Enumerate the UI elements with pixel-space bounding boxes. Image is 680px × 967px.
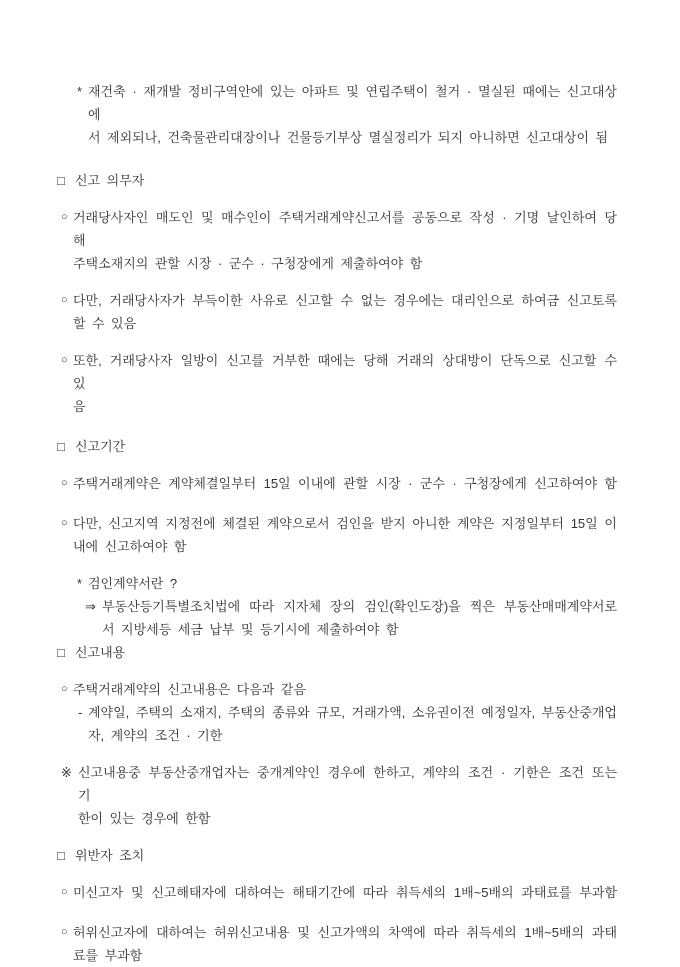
bullet-item <box>61 921 617 967</box>
note-text <box>88 80 617 149</box>
bullet-item <box>61 289 617 335</box>
text-line: 다만, 거래당사자가 부득이한 사유로 신고할 수 없는 경우에는 대리인으로 하여금 신고토록 <box>73 293 617 308</box>
asterisk-icon: * <box>77 576 83 591</box>
text-line: 다만, 신고지역 지정전에 체결된 계약으로서 검인을 받지 아니한 계약은 지정일부터 15일 이 <box>73 516 617 531</box>
circle-bullet-icon: ○ <box>61 683 68 695</box>
square-bullet-icon: □ <box>57 173 65 188</box>
note-item <box>77 80 617 149</box>
section-title: 신고기간 <box>75 439 126 454</box>
circle-bullet-icon: ○ <box>61 886 68 898</box>
text-line: 서 지방세등 세금 납부 및 등기시에 제출하여야 함 <box>102 622 399 637</box>
text-line: 주택거래계약의 신고내용은 다음과 같음 <box>73 682 306 697</box>
circle-bullet-icon: ○ <box>61 926 68 938</box>
asterisk-icon: * <box>77 84 83 99</box>
circle-bullet-icon: ○ <box>61 294 68 306</box>
section-heading <box>57 169 617 192</box>
note-item <box>77 572 617 595</box>
text-line: 주택거래계약은 계약체결일부터 15일 이내에 관할 시장 · 군수 · 구청장에게 신고하여야 함 <box>73 476 617 491</box>
circle-bullet-icon: ○ <box>61 354 68 366</box>
section-heading <box>57 435 617 458</box>
bullet-item <box>61 472 617 495</box>
section-title: 신고내용 <box>75 645 126 660</box>
text-line: 부동산등기특별조치법에 따라 지자체 장의 검인(확인도장)을 찍은 부동산매매계약서로 <box>102 599 617 614</box>
sub-item <box>78 701 617 747</box>
dash-icon: - <box>78 705 83 720</box>
text-line: 서 제외되나, 건축물관리대장이나 건물등기부상 멸실정리가 되지 아니하면 신고대상이 됨 <box>88 130 609 145</box>
text-line: 거래당사자인 매도인 및 매수인이 주택거래계약신고서를 공동으로 작성 · 기명 날인하여 당해 <box>73 210 617 248</box>
text-line: 신고내용중 부동산중개업자는 중개계약인 경우에 한하고, 계약의 조건 · 기한은 조건 또는 기 <box>78 765 617 803</box>
text-line: 할 수 있음 <box>73 316 137 331</box>
reference-mark-icon: ※ <box>61 765 72 780</box>
text-line: 미신고자 및 신고해태자에 대하여는 해태기간에 따라 취득세의 1배~5배의 과태료를 부과함 <box>73 885 617 900</box>
bullet-item <box>61 349 617 418</box>
section-heading <box>57 641 617 664</box>
text-line: 한이 있는 경우에 한함 <box>78 811 211 826</box>
text-line: 주택소재지의 관할 시장 · 군수 · 구청장에게 제출하여야 함 <box>73 256 423 271</box>
text-line: 재건축 · 재개발 정비구역안에 있는 아파트 및 연립주택이 철거 · 멸실된 때에는 신고대상에 <box>88 84 617 122</box>
text-line: 또한, 거래당사자 일방이 신고를 거부한 때에는 당해 거래의 상대방이 단독으로 신고할 수 있 <box>73 353 617 391</box>
section-title: 신고 의무자 <box>75 173 145 188</box>
bullet-item <box>61 678 617 701</box>
text-line: 계약일, 주택의 소재지, 주택의 종류와 규모, 거래가액, 소유권이전 예정일자, 부동산중개업 <box>88 705 617 720</box>
text-line: 검인계약서란 ? <box>88 576 178 591</box>
bullet-item <box>61 206 617 275</box>
square-bullet-icon: □ <box>57 848 65 863</box>
square-bullet-icon: □ <box>57 645 65 660</box>
reference-note <box>61 761 617 830</box>
text-line: 료를 부과함 <box>73 948 143 963</box>
text-line: 내에 신고하여야 함 <box>73 539 187 554</box>
section-heading <box>57 844 617 867</box>
double-arrow-icon: ⇒ <box>85 599 96 614</box>
section-title: 위반자 조치 <box>75 848 145 863</box>
text-line: 음 <box>73 399 86 414</box>
circle-bullet-icon: ○ <box>61 211 68 223</box>
arrow-note <box>85 595 617 641</box>
text-line: 자, 계약의 조건 · 기한 <box>88 728 223 743</box>
square-bullet-icon: □ <box>57 439 65 454</box>
bullet-item <box>61 881 617 904</box>
bullet-item <box>61 512 617 558</box>
text-line: 허위신고자에 대하여는 허위신고내용 및 신고가액의 차액에 따라 취득세의 1배~5배의 과태 <box>73 925 617 940</box>
circle-bullet-icon: ○ <box>61 477 68 489</box>
circle-bullet-icon: ○ <box>61 517 68 529</box>
